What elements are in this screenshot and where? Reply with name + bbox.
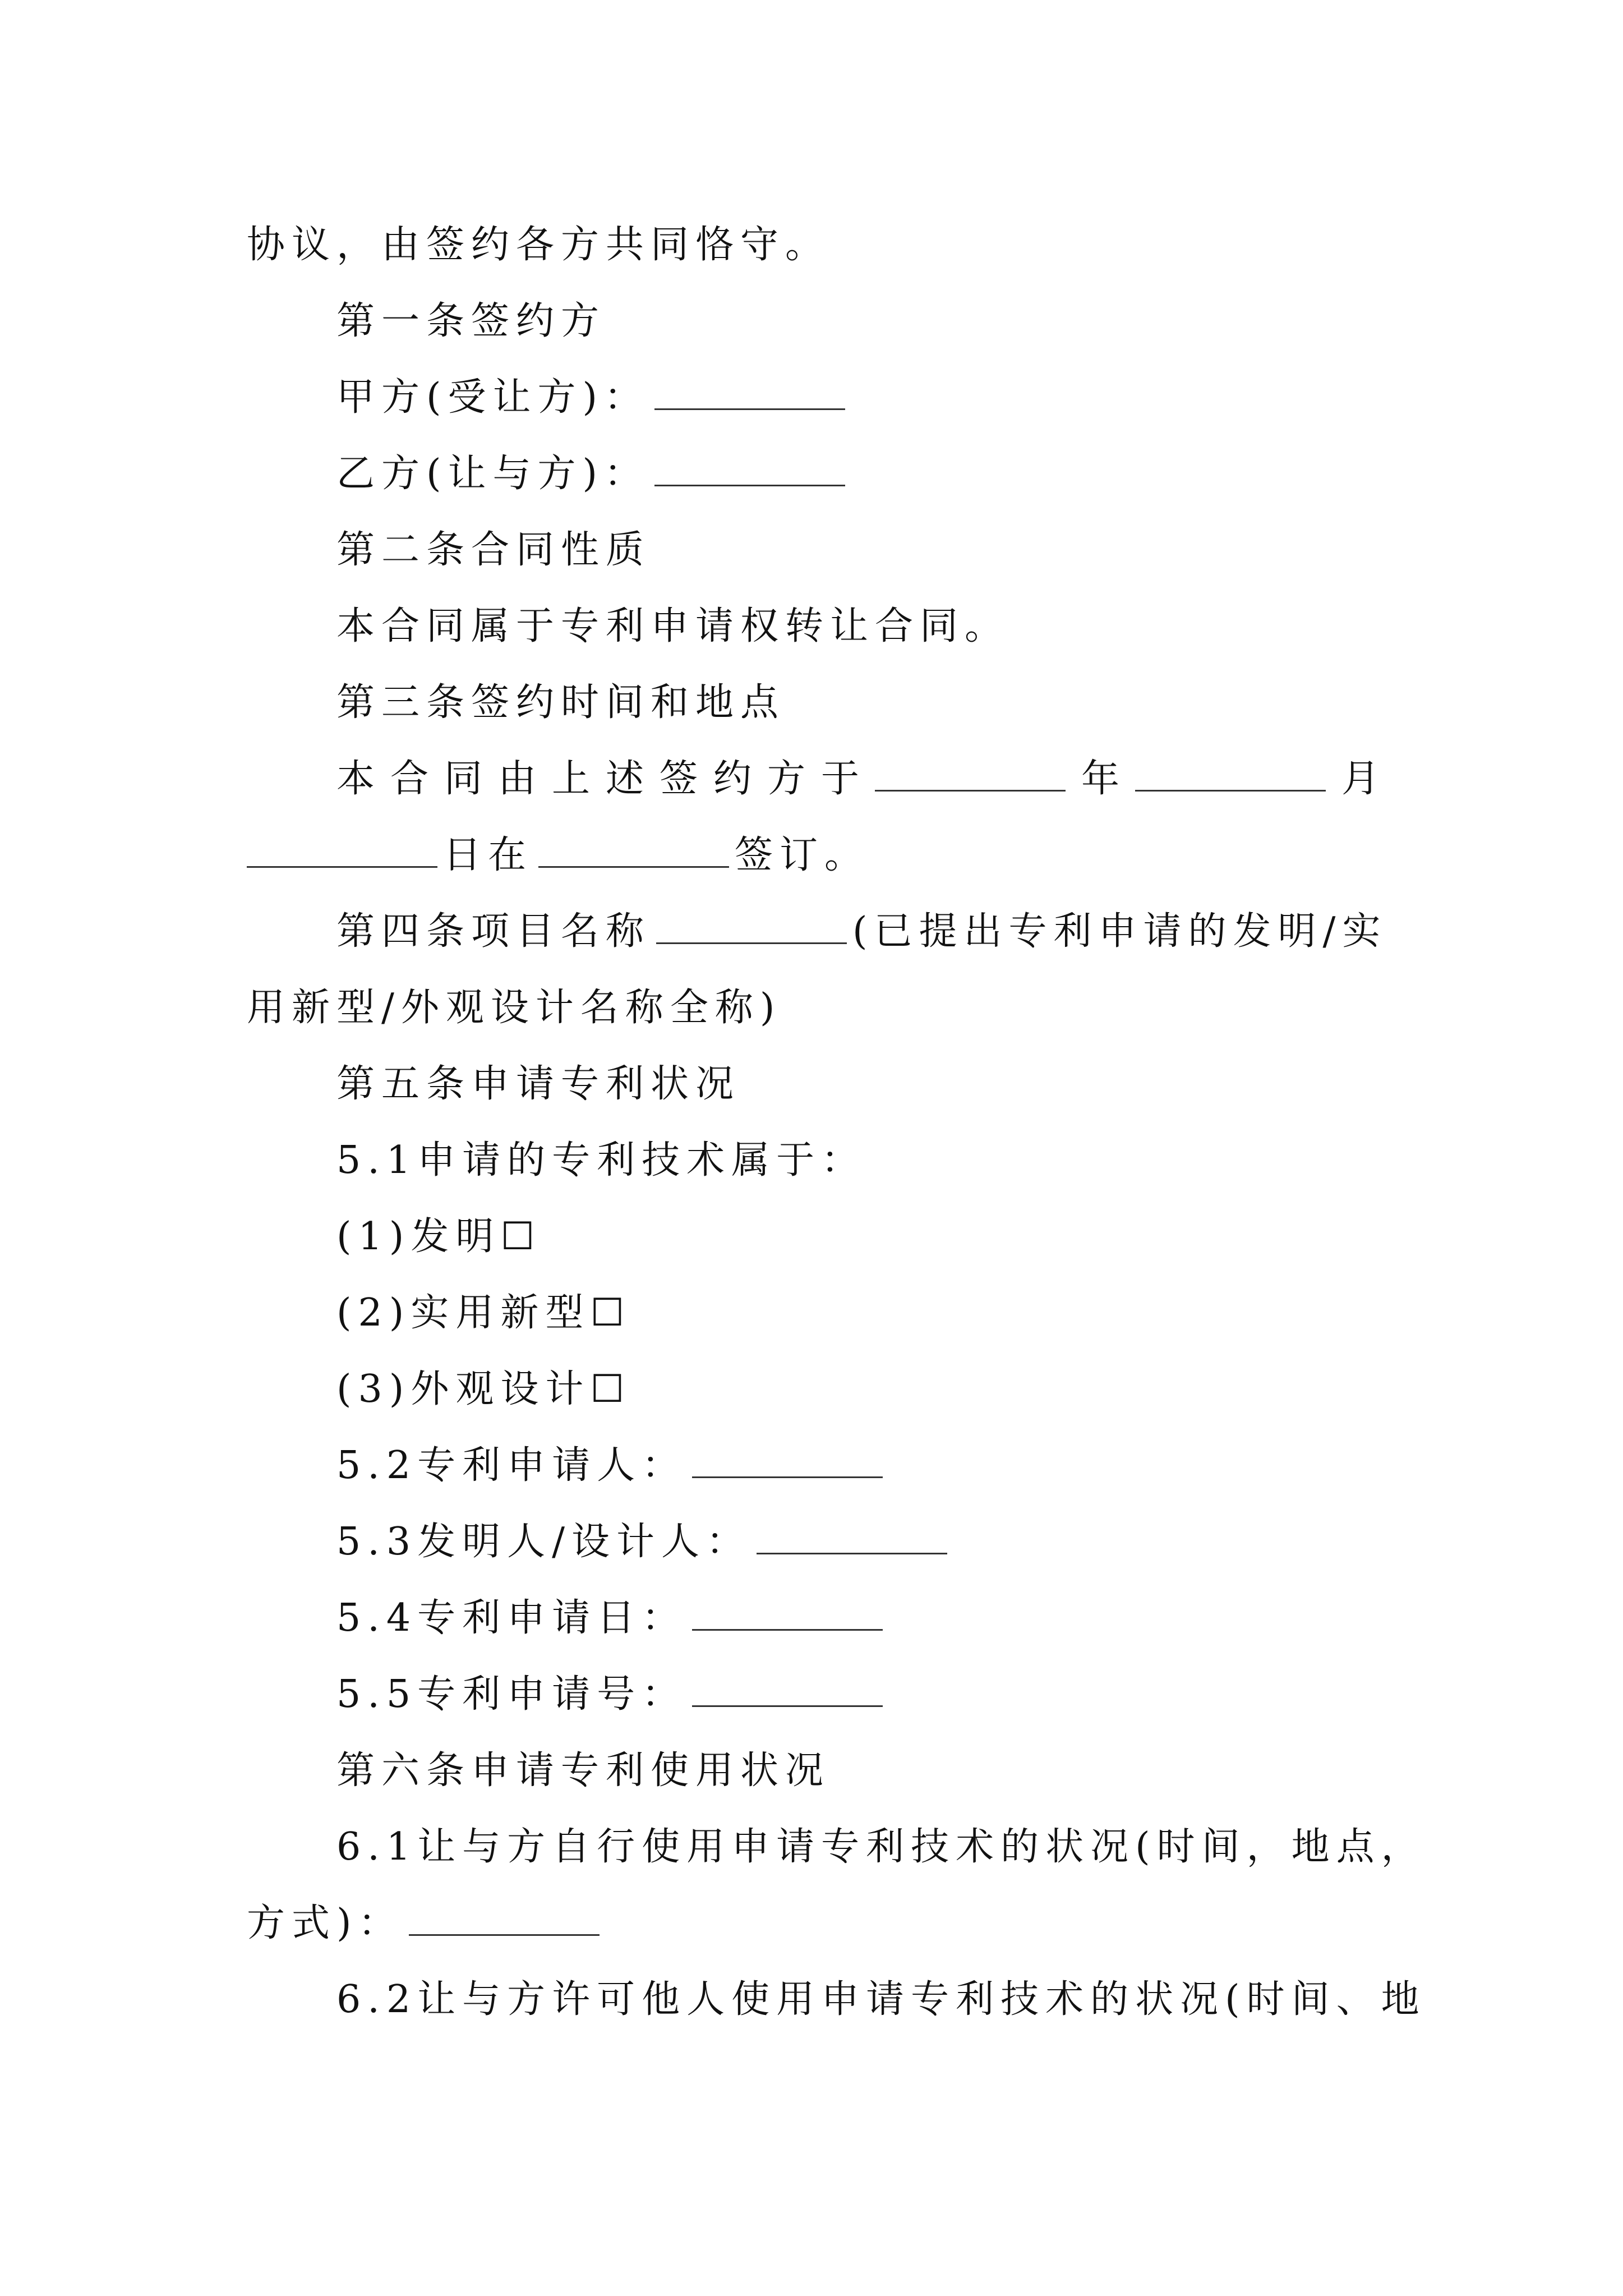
party-b-blank[interactable]	[654, 451, 845, 486]
project-name-note: (已提出专利申请的发明/实	[852, 909, 1387, 954]
application-date-label: 5.4专利申请日：	[336, 1596, 687, 1640]
heading-article-6: 第六条申请专利使用状况	[336, 1749, 831, 1793]
project-name-note-cont: 用新型/外观设计名称全称)	[247, 986, 782, 1030]
signing-char: 签	[660, 757, 698, 801]
signing-place-line	[247, 830, 869, 881]
signing-char: 由	[498, 757, 537, 801]
self-use-method-blank[interactable]	[409, 1901, 600, 1936]
application-date-line	[336, 1593, 888, 1644]
year-blank[interactable]	[875, 756, 1066, 792]
applicant-label: 5.2专利申请人：	[336, 1443, 687, 1488]
self-use-method-label: 方式)：	[247, 1901, 403, 1945]
patent-type-intro: 5.1申请的专利技术属于：	[336, 1138, 866, 1182]
self-use-text: 6.1让与方自行使用申请专利技术的状况(时间，地点，	[336, 1825, 1426, 1869]
option-utility-model[interactable]: (2)实用新型☐	[336, 1291, 631, 1335]
signed-label: 签订。	[735, 833, 870, 877]
signing-date-line	[336, 754, 1380, 804]
signing-char: 于	[821, 757, 860, 801]
party-b-line	[336, 449, 851, 499]
party-a-label: 甲方(受让方)：	[336, 375, 649, 420]
signing-char: 同	[444, 757, 483, 801]
application-date-blank[interactable]	[692, 1595, 883, 1631]
option-design[interactable]: (3)外观设计☐	[336, 1367, 631, 1411]
inventor-label: 5.3发明人/设计人：	[336, 1520, 751, 1564]
application-number-line	[336, 1669, 888, 1720]
inventor-line	[336, 1517, 953, 1567]
month-label: 月	[1341, 757, 1380, 801]
applicant-line	[336, 1441, 888, 1491]
project-name-label: 第四条项目名称	[336, 909, 651, 954]
signing-char: 方	[767, 757, 806, 801]
project-name-line	[336, 907, 1387, 957]
text-line-agreement: 协议，由签约各方共同恪守。	[247, 223, 831, 267]
application-number-blank[interactable]	[692, 1672, 883, 1707]
signing-char: 上	[552, 757, 591, 801]
applicant-blank[interactable]	[692, 1443, 883, 1478]
license-use-text: 6.2让与方许可他人使用申请专利技术的状况(时间、地	[336, 1977, 1426, 2022]
option-invention[interactable]: (1)发明☐	[336, 1214, 542, 1259]
project-name-blank[interactable]	[656, 909, 847, 944]
year-label: 年	[1081, 757, 1119, 801]
party-a-blank[interactable]	[654, 375, 845, 410]
heading-article-3: 第三条签约时间和地点	[336, 680, 786, 725]
place-blank[interactable]	[538, 832, 729, 868]
month-blank[interactable]	[1135, 756, 1326, 792]
signing-char: 约	[713, 757, 752, 801]
party-a-line	[336, 372, 851, 423]
day-label: 日在	[443, 833, 533, 877]
heading-article-5: 第五条申请专利状况	[336, 1062, 741, 1106]
heading-article-2: 第二条合同性质	[336, 528, 651, 572]
heading-article-1: 第一条签约方	[336, 299, 606, 343]
party-b-label: 乙方(让与方)：	[336, 452, 649, 496]
application-number-label: 5.5专利申请号：	[336, 1672, 687, 1717]
self-use-method-line	[247, 1898, 605, 1949]
signing-char: 述	[606, 757, 644, 801]
inventor-blank[interactable]	[757, 1519, 947, 1554]
signing-char: 合	[390, 757, 429, 801]
day-blank[interactable]	[247, 832, 437, 868]
signing-char: 本	[336, 757, 375, 801]
contract-nature-text: 本合同属于专利申请权转让合同。	[336, 604, 1010, 648]
